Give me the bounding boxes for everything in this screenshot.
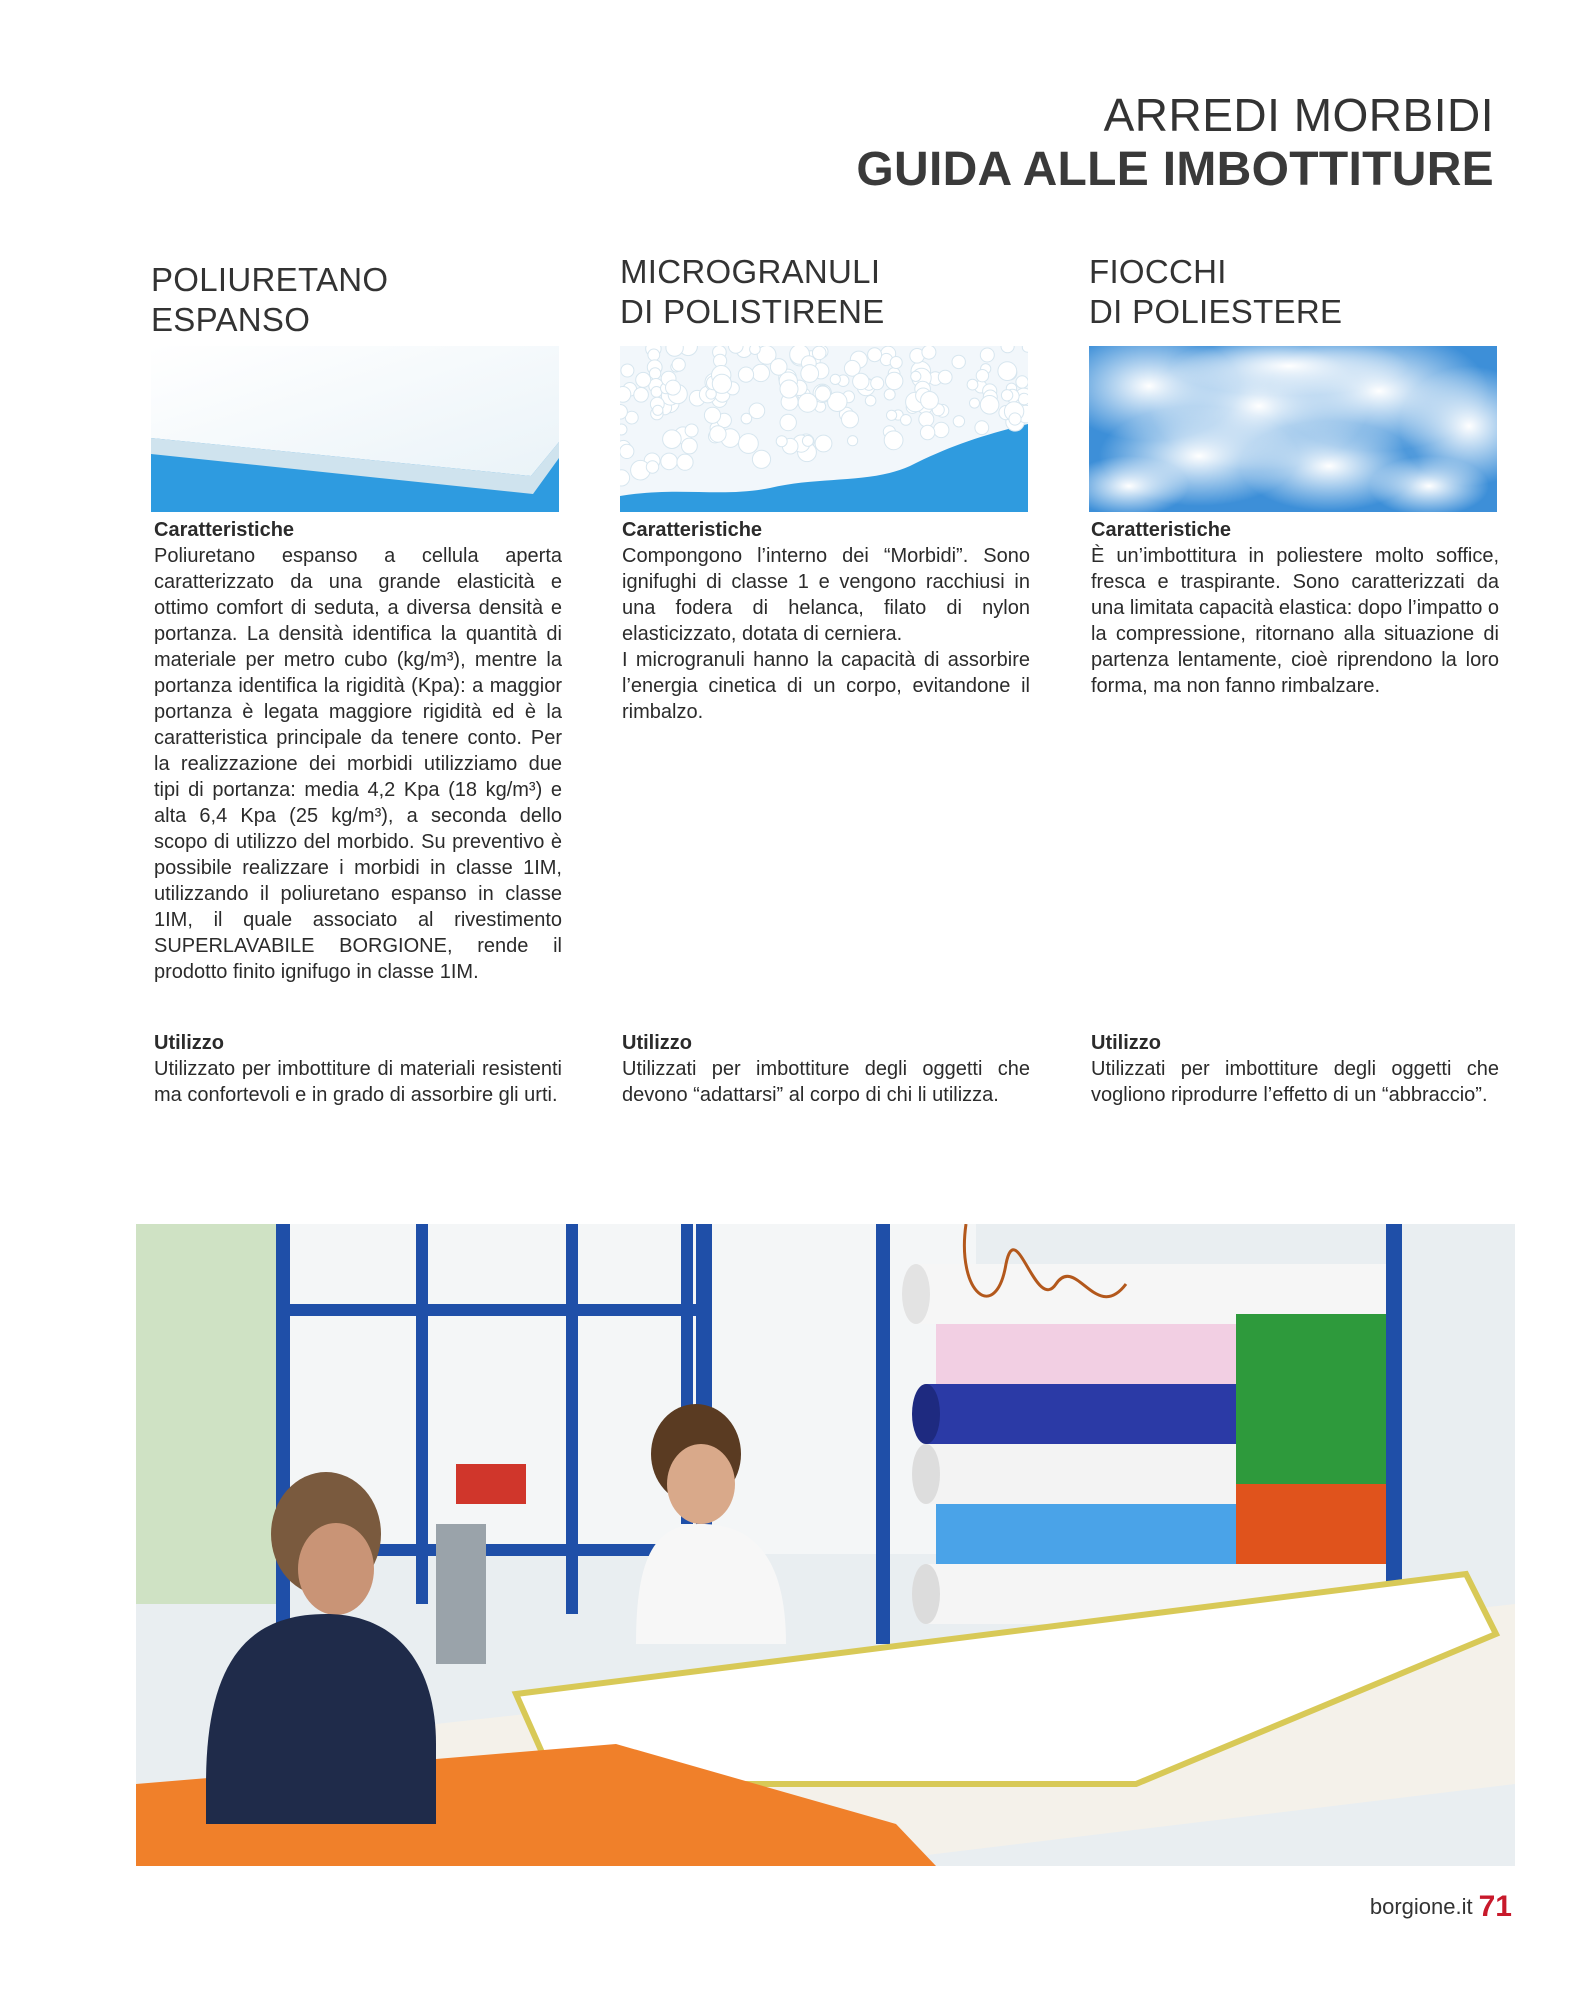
usage-block [622,1030,1030,1108]
page-footer [1370,1890,1512,1924]
characteristics-label: Caratteristiche [1091,519,1232,541]
column-title-line2: ESPANSO [151,301,311,338]
column-microgranules [620,252,1028,332]
usage-text: Utilizzati per imbottiture degli oggetti che vogliono riprodurre l’effetto di un “abbraccio”. [1091,1058,1499,1106]
polyester-flakes-sample-image [1089,346,1497,512]
header-title-line1: ARREDI MORBIDI [1103,89,1494,141]
usage-text: Utilizzati per imbottiture degli oggetti che devono “adattarsi” al corpo di chi li utilizza. [622,1058,1030,1106]
usage-label: Utilizzo [1091,1032,1161,1054]
footer-site[interactable]: borgione.it [1369,1894,1473,1919]
usage-label: Utilizzo [622,1032,692,1054]
usage-block [154,1030,562,1108]
microgranules-sample-image [620,346,1028,512]
column-title-line1: POLIURETANO [151,261,389,298]
foam-sample-image [151,346,559,512]
characteristics-label: Caratteristiche [622,519,763,541]
column-title [620,252,1028,332]
characteristics-text: Compongono l’interno dei “Morbidi”. Sono ignifughi di classe 1 e vengono racchiusi in una fodera di helanca, filato di nylon elasticizzato, dotata di cerniera. I microgranuli hanno la capacità di assorbire l’energia cinetica di un corpo, evitandone il rimbalzo. [622,545,1030,723]
characteristics-block [622,517,1030,725]
characteristics-text: È un’imbottitura in poliestere molto soffice, fresca e traspirante. Sono caratterizzati da una limitata capacità elastica: dopo l’impatto o la compressione, ritornano alla situazione di partenza lentamente, cioè riprendono la loro forma, ma non fanno rimbalzare. [1091,545,1500,697]
column-title-line1: MICROGRANULI [620,253,881,290]
column-polyester-flakes [1089,252,1497,332]
usage-label: Utilizzo [154,1032,224,1054]
header-title-line2: GUIDA ALLE IMBOTTITURE [856,143,1494,196]
characteristics-block [1091,517,1499,699]
usage-block [1091,1030,1499,1108]
characteristics-label: Caratteristiche [154,519,295,541]
column-title [151,260,559,340]
characteristics-text: Poliuretano espanso a cellula aperta caratterizzato da una grande elasticità e ottimo comfort di seduta, a diversa densità e portanza. La densità identifica la quantità di materiale per metro cubo (kg/m³), mentre la portanza identifica la rigidità (Kpa): a maggior portanza è legata maggiore rigidità ed è la caratteristica principale da tenere conto. Per la realizzazione dei morbidi utilizziamo due tipi di portanza: media 4,2 Kpa (18 kg/m³) e alta 6,4 Kpa (25 kg/m³), a seconda dello scopo di utilizzo del morbido. Su preventivo è possibile realizzare i morbidi in classe 1IM, utilizzando il poliuretano espanso in classe 1IM, il quale associato al rivestimento SUPERLAVABILE BORGIONE, rende il prodotto finito ignifugo in classe 1IM. [154,545,562,983]
workshop-photo [136,1224,1515,1866]
column-title-line2: DI POLISTIRENE [620,293,885,330]
characteristics-block [154,517,562,985]
page-number: 71 [1478,1890,1512,1923]
column-title-line1: FIOCCHI [1089,253,1227,290]
column-polyurethane [151,260,559,340]
usage-text: Utilizzato per imbottiture di materiali resistenti ma confortevoli e in grado di assorbire gli urti. [154,1058,562,1106]
column-title-line2: DI POLIESTERE [1089,293,1343,330]
column-title [1089,252,1497,332]
